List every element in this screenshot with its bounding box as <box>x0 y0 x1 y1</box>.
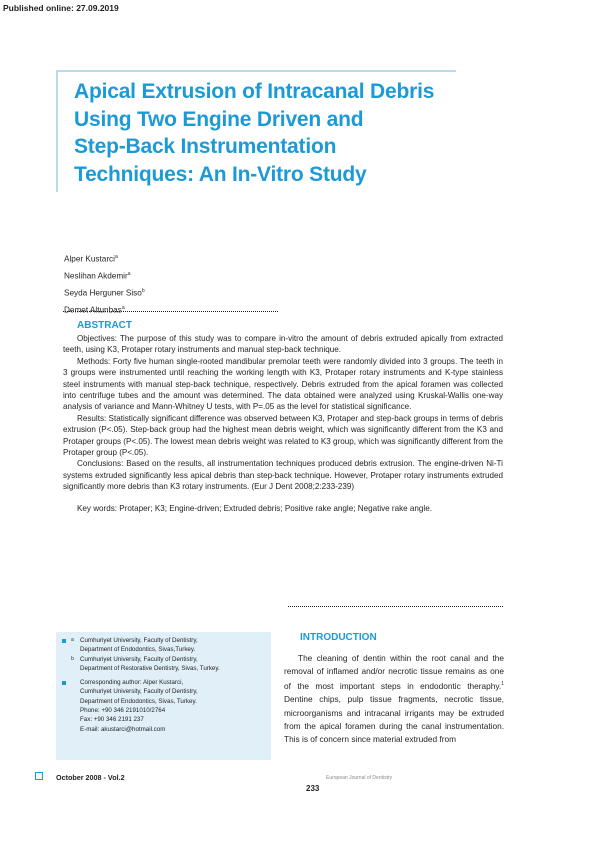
correspondence-email: E-mail: akustarci@hotmail.com <box>80 725 166 733</box>
author-list <box>64 250 145 318</box>
footer-issue: October 2008 - Vol.2 <box>56 773 125 782</box>
footer-square-icon <box>35 772 43 780</box>
correspondence-line: Department of Endodontics, Sivas, Turkey. <box>80 697 197 705</box>
author-affiliation-mark: a <box>114 254 118 260</box>
author-name: Neslihan Akdemir <box>64 271 128 281</box>
intro-text-before: The cleaning of dentin within the root canal and the removal of inflamed and/or necrotic tissue remains as one of the most important steps in endodontic theraphy. <box>284 653 504 692</box>
affiliation-line: Department of Endodontics, Sivas,Turkey. <box>80 646 196 654</box>
page-number: 233 <box>306 784 320 793</box>
author-name: Alper Kustarci <box>64 254 115 264</box>
author <box>64 284 145 301</box>
title-line: Apical Extrusion of Intracanal Debris <box>74 80 435 103</box>
abstract-objectives: Objectives: The purpose of this study was to compare in-vitro the amount of debris extruded apically from extracted teeth, using K3, Protaper rotary instruments and manual step-back technique. <box>63 334 503 355</box>
affiliation-mark: b <box>71 655 74 662</box>
affiliation-mark: a <box>71 637 74 643</box>
abstract-keywords: Key words: Protaper; K3; Engine-driven; Extruded debris; Positive rake angle; Negative rake angle. <box>77 503 432 513</box>
author-affiliation-mark: b <box>141 288 145 295</box>
abstract-results: Results: Statistically significant difference was observed between K3, Protaper and step-back groups in terms of debris extrusion (P<.05). Step-back group had the highest mean debris weight, which was significantly different from the K3 and Protaper groups (P<.05). The lowest mean debris weight was related to K3 group, which was significantly different from the Protaper group (P<.05). <box>63 413 503 458</box>
correspondence-line: Corresponding author: Alper Kustarci, <box>80 679 184 687</box>
correspondence-fax: Fax: +90 346 2191 237 <box>80 716 144 724</box>
affiliation-line: Cumhuriyet University, Faculty of Dentistry, <box>80 637 198 644</box>
introduction-text <box>284 652 504 746</box>
title-line: Using Two Engine Driven and <box>74 107 364 131</box>
title-border-top <box>56 70 456 72</box>
title-block <box>56 70 456 192</box>
intro-text-after: Dentine chips, pulp tissue fragments, necrotic tissue, microorganisms and intracanal irrigants may be extruded from the apical foramen during the canal instrumentation. This is of concern since material extruded from <box>284 694 504 744</box>
title-line: Step-Back Instrumentation <box>74 135 337 158</box>
citation-ref[interactable]: 1 <box>501 681 504 688</box>
abstract-heading: ABSTRACT <box>77 320 132 331</box>
author <box>64 250 145 267</box>
correspondence-line: Cumhuriyet University, Faculty of Dentistry, <box>80 688 198 696</box>
affiliation-a <box>60 636 271 655</box>
affiliation-b <box>60 655 271 674</box>
introduction-heading: INTRODUCTION <box>300 632 377 643</box>
footer-journal: European Journal of Dentistry <box>326 775 393 781</box>
author-name: Seyda Herguner Siso <box>64 288 142 298</box>
bullet-square-icon <box>62 681 66 685</box>
correspondence <box>60 678 271 734</box>
title-line: Techniques: An In-Vitro Study <box>74 162 367 186</box>
author-affiliation-mark: a <box>121 305 125 312</box>
affiliation-line: Department of Restorative Dentistry, Sivas, Turkey. <box>80 664 220 672</box>
bullet-square-icon <box>62 639 66 643</box>
abstract-methods: Methods: Forty five human single-rooted mandibular premolar teeth were randomly divided into 3 groups. The teeth in 3 groups were instrumented until reaching the working length with K3, Protaper rotary instruments and K-type stainless steel instruments with manual step-back technique, respectively. Debris extruded from the apical foramen was collected into centrifuge tubes and the amount was determined. The data obtained were analyzed using Kruskal-Wallis one-way analysis of variance and Mann-Whitney U tests, with P=.05 as the level for statistical significance. <box>63 356 503 412</box>
title-border-left <box>56 70 58 192</box>
correspondence-phone: Phone: +90 346 2191010/2764 <box>80 707 166 715</box>
divider-dotted <box>63 311 278 312</box>
article-title <box>74 78 474 188</box>
author <box>64 301 145 318</box>
affiliation-box <box>56 632 271 760</box>
abstract-conclusions: Conclusions: Based on the results, all instrumentation techniques produced debris extrusion. The engine-driven Ni-Ti systems extruded significantly less apical debris than step-back technique. However, Protaper rotary instruments extruded significantly more debris than K3 rotary instruments. (Eur J Dent 2008;2:233-239) <box>63 459 503 492</box>
introduction-section <box>284 632 504 746</box>
author <box>64 267 145 284</box>
divider-dotted <box>288 606 503 607</box>
author-affiliation-mark: a <box>127 271 131 278</box>
published-date: Published online: 27.09.2019 <box>3 3 119 13</box>
abstract-section <box>63 320 503 514</box>
affiliation-line: Cumhuriyet University, Faculty of Dentistry, <box>80 655 198 663</box>
author-name: Demet Altunbas <box>64 305 122 315</box>
